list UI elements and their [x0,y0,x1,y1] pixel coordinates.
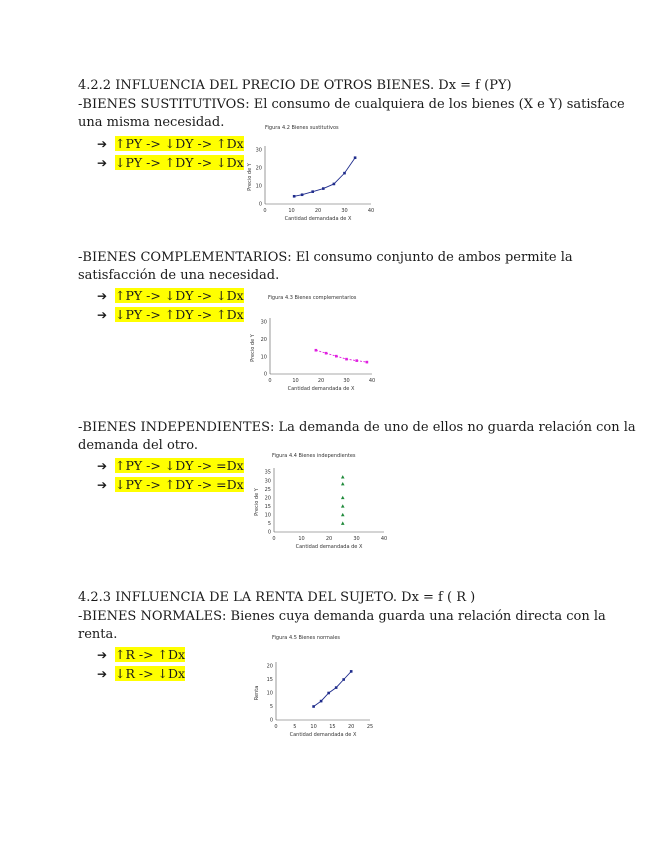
data-point [354,156,357,159]
data-point [341,475,345,478]
x-tick-label: 0 [274,724,278,730]
bullet-complementarios-1 [97,288,244,304]
data-point [327,692,330,695]
x-tick-label: 40 [367,208,375,214]
data-point [312,705,315,708]
bullet-independientes-2 [97,477,244,493]
data-point [342,678,345,681]
y-tick-label: 20 [260,337,267,344]
bullet-sustitutivos-1 [97,136,244,152]
arrow-icon: ➔ [97,459,108,473]
data-point [301,193,304,196]
arrow-icon: ➔ [97,156,108,170]
y-tick-label: 10 [260,354,267,361]
data-point [341,513,345,516]
chart-title: Figura 4.2 Bienes sustitutivos [265,125,339,131]
chart-independientes [252,450,397,562]
paragraph-normales-2: renta. [78,627,118,642]
x-tick-label: 20 [317,378,325,384]
x-tick-label: 40 [368,378,376,384]
y-tick-label: 0 [263,371,267,378]
x-tick-label: 10 [292,378,299,384]
x-tick-label: 5 [293,724,297,730]
data-point [335,355,338,358]
paragraph-sustitutivos-2: una misma necesidad. [78,115,225,130]
x-tick-label: 10 [288,208,295,214]
x-axis-label: Cantidad demandada de X [287,386,355,392]
data-point [355,359,358,362]
bullet-text: ↓PY -> ↑DY -> =Dx [115,477,244,492]
data-point [293,195,296,198]
bullet-text: ↑PY -> ↓DY -> =Dx [115,458,244,473]
data-point [341,482,345,485]
y-tick-label: 30 [260,319,267,326]
bullet-sustitutivos-2 [97,155,244,171]
y-tick-label: 15 [264,503,271,510]
chart-title: Figura 4.3 Bienes complementarios [268,295,357,301]
bullet-normales-2 [97,666,185,682]
data-point [311,190,314,193]
paragraph-sustitutivos-1: -BIENES SUSTITUTIVOS: El consumo de cualquiera de los bienes (X e Y) satisface [78,97,625,112]
arrow-icon: ➔ [97,667,108,681]
x-tick-label: 40 [380,536,388,542]
paragraph-normales-1: -BIENES NORMALES: Bienes cuya demanda guarda una relación directa con la [78,609,606,624]
data-point [315,349,318,352]
data-point [335,686,338,689]
bullet-text: ↓PY -> ↑DY -> ↓Dx [115,155,244,170]
x-tick-label: 20 [314,208,322,214]
y-tick-label: 5 [267,521,271,528]
chart-title: Figura 4.4 Bienes independientes [272,453,356,459]
data-point [345,358,348,361]
y-axis-label: Precio de Y [250,334,256,362]
x-tick-label: 20 [325,536,333,542]
chart-sustitutivos [245,122,385,234]
section-heading-precio: 4.2.2 INFLUENCIA DEL PRECIO DE OTROS BIENES. Dx = f (PY) [78,78,512,93]
x-tick-label: 30 [341,208,348,214]
arrow-icon: ➔ [97,648,108,662]
x-tick-label: 10 [298,536,305,542]
x-tick-label: 0 [263,208,267,214]
paragraph-independientes-2: demanda del otro. [78,438,198,453]
arrow-icon: ➔ [97,478,108,492]
y-tick-label: 30 [264,478,271,485]
y-tick-label: 0 [269,717,273,724]
x-axis-label: Cantidad demandada de X [295,544,363,550]
y-tick-label: 25 [264,486,271,493]
arrow-icon: ➔ [97,308,108,322]
y-tick-label: 10 [255,183,262,190]
x-tick-label: 25 [366,724,374,730]
chart-title: Figura 4.5 Bienes normales [272,635,341,641]
data-point [320,700,323,703]
data-point [341,521,345,524]
x-tick-label: 0 [268,378,272,384]
bullet-complementarios-2 [97,307,244,323]
bullet-text: ↑PY -> ↓DY -> ↓Dx [115,288,244,303]
series-line [294,158,355,197]
data-point [333,183,336,186]
y-tick-label: 35 [264,469,271,476]
data-point [341,496,345,499]
y-tick-label: 20 [255,165,262,172]
series-line [314,671,352,706]
x-tick-label: 15 [329,724,336,730]
y-axis-label: Renta [254,685,260,701]
x-axis-label: Cantidad demandada de X [289,732,357,738]
series-line [316,350,367,362]
bullet-text: ↓PY -> ↑DY -> ↑Dx [115,307,244,322]
data-point [325,352,328,355]
paragraph-complementarios-2: satisfacción de una necesidad. [78,268,280,283]
arrow-icon: ➔ [97,137,108,151]
y-tick-label: 5 [269,704,273,711]
data-point [322,187,325,190]
bullet-text: ↑R -> ↑Dx [115,647,186,662]
data-point [341,504,345,507]
x-tick-label: 30 [343,378,350,384]
y-tick-label: 30 [255,147,262,154]
bullet-independientes-1 [97,458,244,474]
bullet-text: ↑PY -> ↓DY -> ↑Dx [115,136,244,151]
y-tick-label: 20 [264,495,271,502]
x-tick-label: 10 [310,724,317,730]
chart-complementarios [248,292,388,404]
y-tick-label: 15 [266,677,273,684]
paragraph-independientes-1: -BIENES INDEPENDIENTES: La demanda de uno de ellos no guarda relación con la [78,420,636,435]
y-tick-label: 0 [267,529,271,536]
x-tick-label: 0 [272,536,276,542]
data-point [366,361,369,364]
data-point [350,670,353,673]
section-heading-renta: 4.2.3 INFLUENCIA DE LA RENTA DEL SUJETO. Dx = f ( R ) [78,590,476,605]
paragraph-complementarios-1: -BIENES COMPLEMENTARIOS: El consumo conjunto de ambos permite la [78,250,573,265]
x-tick-label: 30 [353,536,360,542]
arrow-icon: ➔ [97,289,108,303]
y-axis-label: Precio de Y [247,163,253,191]
bullet-text: ↓R -> ↓Dx [115,666,186,681]
y-tick-label: 20 [266,663,273,670]
x-tick-label: 20 [348,724,355,730]
y-tick-label: 10 [264,512,271,519]
y-axis-label: Precio de Y [254,488,260,516]
x-axis-label: Cantidad demandada de X [284,216,352,222]
chart-normales [252,632,382,750]
y-tick-label: 10 [266,690,273,697]
y-tick-label: 0 [258,201,262,208]
bullet-normales-1 [97,647,185,663]
data-point [343,172,346,175]
